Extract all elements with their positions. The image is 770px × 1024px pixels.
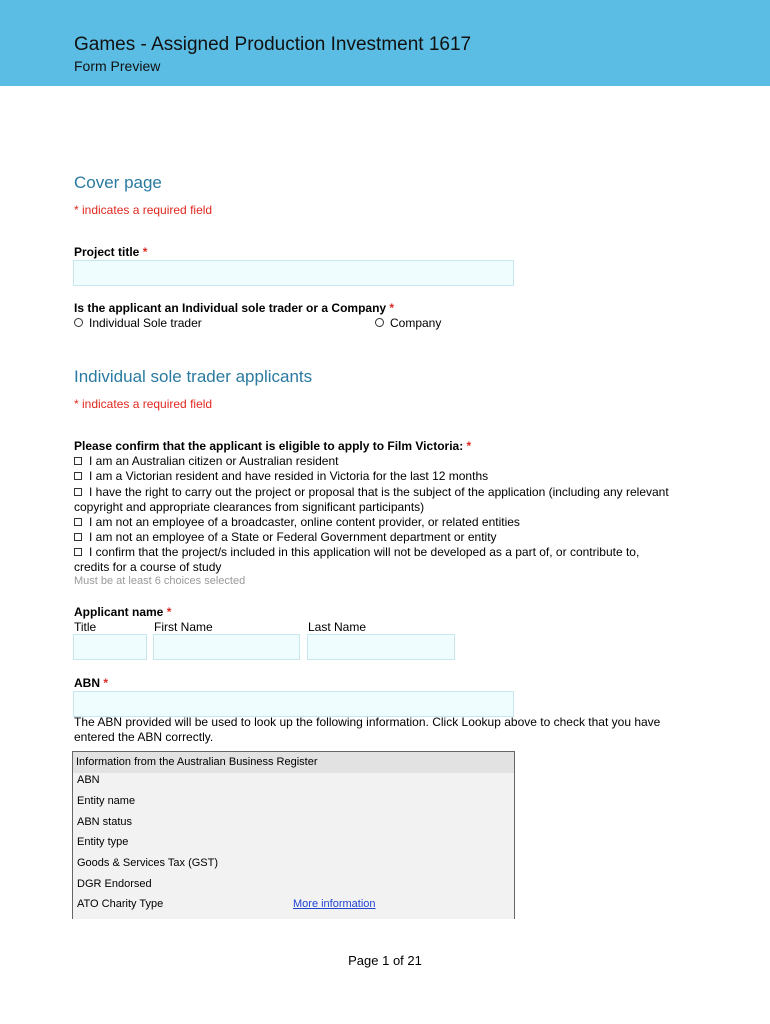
checkbox-icon[interactable] — [74, 488, 82, 496]
eligibility-hint: Must be at least 6 choices selected — [74, 575, 246, 587]
abn-label: ABN * — [74, 676, 109, 690]
abn-row-entity-name: Entity name — [77, 795, 136, 807]
project-title-label: Project title * — [74, 245, 148, 259]
applicant-name-label: Applicant name * — [74, 605, 172, 619]
page-number: Page 1 of 21 — [348, 953, 422, 968]
abn-description: The ABN provided will be used to look up the following information. Click Lookup above to check that you have entered the ABN correctly. — [74, 715, 661, 744]
eligibility-option[interactable]: I am a Victorian resident and have resided in Victoria for the last 12 months — [74, 469, 488, 483]
radio-company[interactable]: Company — [375, 316, 441, 330]
abn-info-table — [72, 751, 515, 919]
abn-row-entity-type: Entity type — [77, 836, 129, 848]
checkbox-icon[interactable] — [74, 472, 82, 480]
radio-icon[interactable] — [74, 318, 83, 327]
abn-row-gst: Goods & Services Tax (GST) — [77, 857, 219, 869]
more-information-link[interactable]: More information — [293, 898, 376, 910]
cover-section-title: Cover page — [74, 173, 162, 192]
abn-table-heading: Information from the Australian Business Register — [73, 752, 514, 773]
abn-row-abn-status: ABN status — [77, 816, 133, 828]
individual-section-title: Individual sole trader applicants — [74, 367, 313, 386]
individual-required-note: * indicates a required field — [74, 397, 213, 411]
checkbox-icon[interactable] — [74, 518, 82, 526]
form-title: Games - Assigned Production Investment 1617 — [74, 34, 472, 55]
abn-row-dgr: DGR Endorsed — [77, 878, 152, 890]
name-first-label: First Name — [154, 620, 213, 634]
eligibility-option[interactable]: I am not an employee of a broadcaster, online content provider, or related entities — [74, 515, 520, 529]
name-last-label: Last Name — [308, 620, 367, 634]
required-star: * — [142, 245, 148, 259]
eligibility-label: Please confirm that the applicant is eligible to apply to Film Victoria: * — [74, 439, 472, 453]
form-header — [0, 0, 770, 86]
eligibility-option[interactable]: I am not an employee of a State or Federal Government department or entity — [74, 530, 497, 544]
checkbox-icon[interactable] — [74, 533, 82, 541]
name-title-label: Title — [74, 620, 97, 634]
applicant-type-label: Is the applicant an Individual sole trader or a Company * — [74, 301, 395, 315]
project-title-input[interactable] — [73, 260, 514, 286]
required-star: * — [166, 605, 172, 619]
required-star: * — [389, 301, 395, 315]
eligibility-option[interactable]: I have the right to carry out the project or proposal that is the subject of the application (including any relevant copyright and appropriate clearances from significant participants) — [74, 485, 669, 514]
eligibility-option[interactable]: I am an Australian citizen or Australian resident — [74, 454, 338, 468]
checkbox-icon[interactable] — [74, 548, 82, 556]
required-star: * — [103, 676, 109, 690]
radio-icon[interactable] — [375, 318, 384, 327]
required-star: * — [466, 439, 472, 453]
eligibility-option[interactable]: I confirm that the project/s included in this application will not be developed as a part of, or contribute to, credits for a course of study — [74, 545, 640, 574]
last-name-input[interactable] — [307, 634, 455, 660]
cover-required-note: * indicates a required field — [74, 203, 213, 217]
radio-individual[interactable]: Individual Sole trader — [74, 316, 202, 330]
checkbox-icon[interactable] — [74, 457, 82, 465]
abn-input[interactable] — [73, 691, 514, 717]
first-name-input[interactable] — [153, 634, 300, 660]
form-subtitle: Form Preview — [74, 58, 161, 74]
name-title-input[interactable] — [73, 634, 147, 660]
abn-row-abn: ABN — [77, 774, 100, 786]
abn-row-charity-type: ATO Charity Type — [77, 898, 164, 910]
